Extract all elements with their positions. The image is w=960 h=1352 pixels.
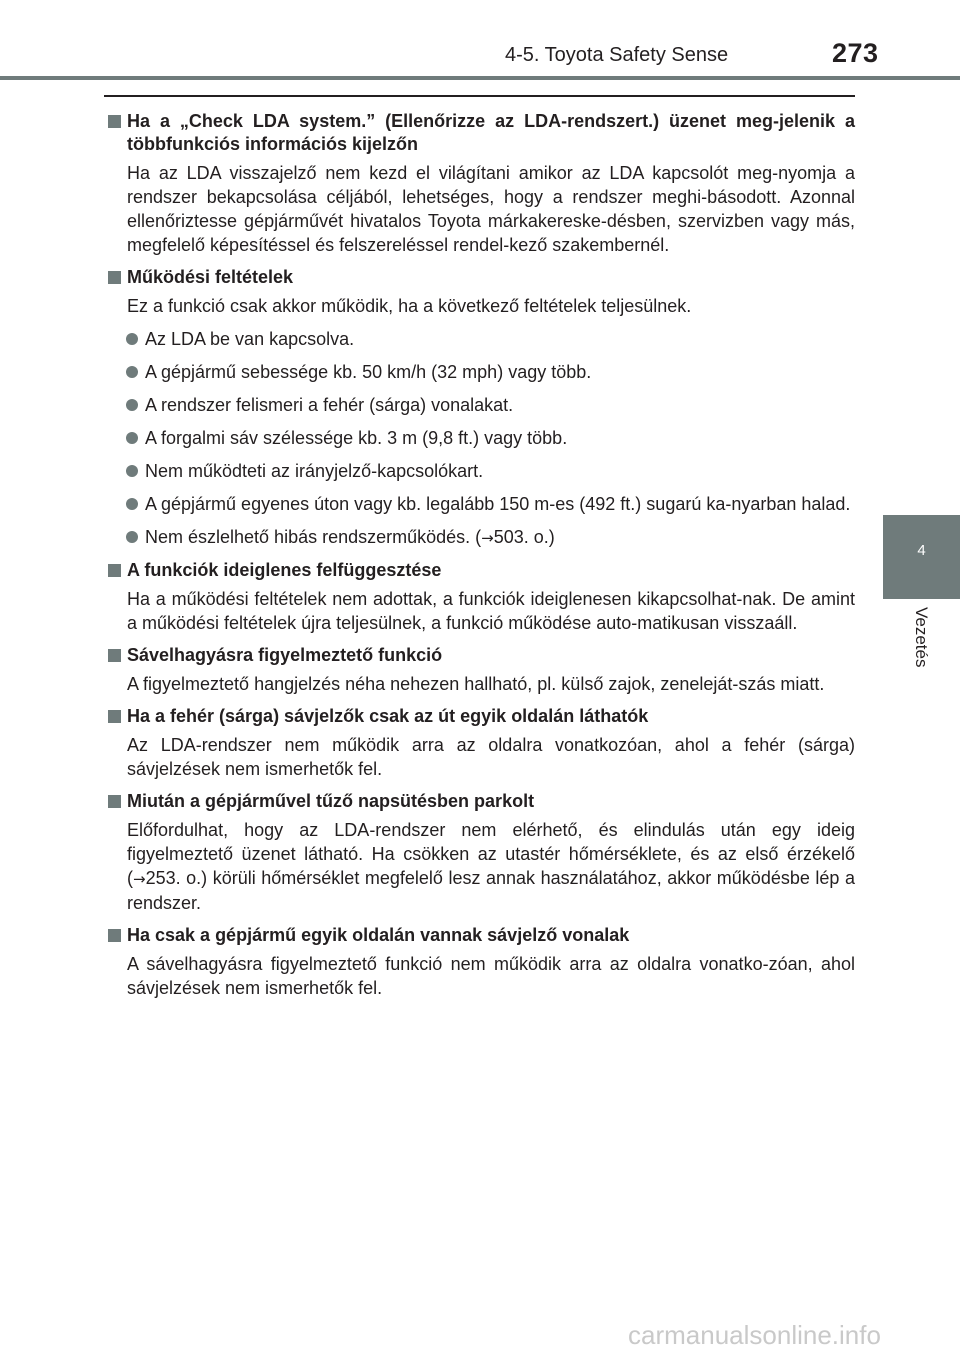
list-item [122,393,855,417]
list-item-text: A gépjármű egyenes úton vagy kb. legalább 150 m-es (492 ft.) sugarú ka-nyarban halad. [145,494,851,514]
round-bullet-icon [126,333,138,345]
section-title: Miután a gépjárművel tűző napsütésben parkolt [127,791,535,811]
page-reference-arrow-icon: → [481,529,494,547]
list-item [122,525,855,550]
list-item [122,459,855,483]
round-bullet-icon [126,465,138,477]
list-item-text: A forgalmi sáv szélessége kb. 3 m (9,8 ft.) vagy több. [145,428,568,448]
section-paragraph: A figyelmeztető hangjelzés néha nehezen hallható, pl. külső zajok, zeneleját-szás miatt. [127,674,825,694]
section-heading [104,644,855,667]
round-bullet-icon [126,399,138,411]
watermark: carmanualsonline.info [628,1320,881,1350]
list-item [122,327,855,351]
content-top-rule [104,95,855,97]
section-paragraph: Ha az LDA visszajelző nem kezd el világítani amikor az LDA kapcsolót meg-nyomja a rendszer bekapcsolása céljából, lehetséges, hogy a rendszer meghi-básodott. Azonnal ellenőriztesse gépjárművét hivatalos Toyota márkakereske-désben, szervizben vagy más, megfelelő képesítéssel és felszereléssel rendel-kező szakembernél. [127,163,855,255]
section-paragraph [104,818,855,915]
paragraph-text-after: 253. o.) körüli hőmérséklet megfelelő lesz annak használatához, akkor működésbe lép a rendszer. [127,868,855,913]
section-title: Ha a fehér (sárga) sávjelzők csak az út egyik oldalán láthatók [127,706,649,726]
list-item [122,492,855,516]
section-paragraph: Az LDA-rendszer nem működik arra az oldalra vonatkozóan, ahol a fehér (sárga) sávjelzések nem ismerhetők fel. [127,735,855,779]
section-title: Ha csak a gépjármű egyik oldalán vannak sávjelző vonalak [127,925,630,945]
page-number: 273 [832,38,879,68]
section-heading [104,110,855,156]
section-heading [104,705,855,728]
square-bullet-icon [108,115,121,128]
page-content [104,106,855,1009]
round-bullet-icon [126,498,138,510]
section-heading [104,559,855,582]
list-item-text: A rendszer felismeri a fehér (sárga) vonalakat. [145,395,514,415]
section-heading [104,924,855,947]
square-bullet-icon [108,929,121,942]
round-bullet-icon [126,366,138,378]
section-title: Ha a „Check LDA system.” (Ellenőrizze az LDA-rendszert.) üzenet meg-jelenik a többfunkciós információs kijelzőn [127,111,855,154]
square-bullet-icon [108,795,121,808]
list-item [122,360,855,384]
list-item [122,426,855,450]
square-bullet-icon [108,649,121,662]
header-section-title: 4-5. Toyota Safety Sense [505,44,729,66]
section-heading [104,790,855,813]
section-title: Működési feltételek [127,267,294,287]
paragraph-text-before: Előfordulhat, hogy az LDA-rendszer nem elérhető, és elindulás után egy ideig figyelmeztető üzenet látható. Ha csökken az utastér hőmérséklete, és az első érzékelő ( [127,820,855,888]
round-bullet-icon [126,432,138,444]
header-divider [0,76,960,80]
list-item-text: A gépjármű sebessége kb. 50 km/h (32 mph) vagy több. [145,362,592,382]
square-bullet-icon [108,564,121,577]
page-reference: 503. o.) [493,527,555,547]
section-title: Sávelhagyásra figyelmeztető funkció [127,645,443,665]
list-item-text: Nem működteti az irányjelző-kapcsolókart. [145,461,484,481]
square-bullet-icon [108,710,121,723]
round-bullet-icon [126,531,138,543]
section-paragraph: A sávelhagyásra figyelmeztető funkció nem működik arra az oldalra vonatko-zóan, ahol sávjelzések nem ismerhetők fel. [127,954,855,998]
chapter-label: Vezetés [912,607,931,668]
chapter-tab [883,515,960,599]
chapter-label-area [883,599,960,679]
chapter-number: 4 [917,542,926,559]
section-title: A funkciók ideiglenes felfüggesztése [127,560,442,580]
section-heading [104,266,855,289]
section-paragraph: Ha a működési feltételek nem adottak, a funkciók ideiglenesen kikapcsolhat-nak. De amint a működési feltételek újra teljesülnek, a funkció működése auto-matikusan visszaáll. [127,589,855,633]
section-paragraph: Ez a funkció csak akkor működik, ha a következő feltételek teljesülnek. [127,296,692,316]
list-item-text: Az LDA be van kapcsolva. [145,329,355,349]
page-reference-arrow-icon: → [133,870,146,888]
list-item-text-before: Nem észlelhető hibás rendszerműködés. ( [145,527,482,547]
square-bullet-icon [108,271,121,284]
